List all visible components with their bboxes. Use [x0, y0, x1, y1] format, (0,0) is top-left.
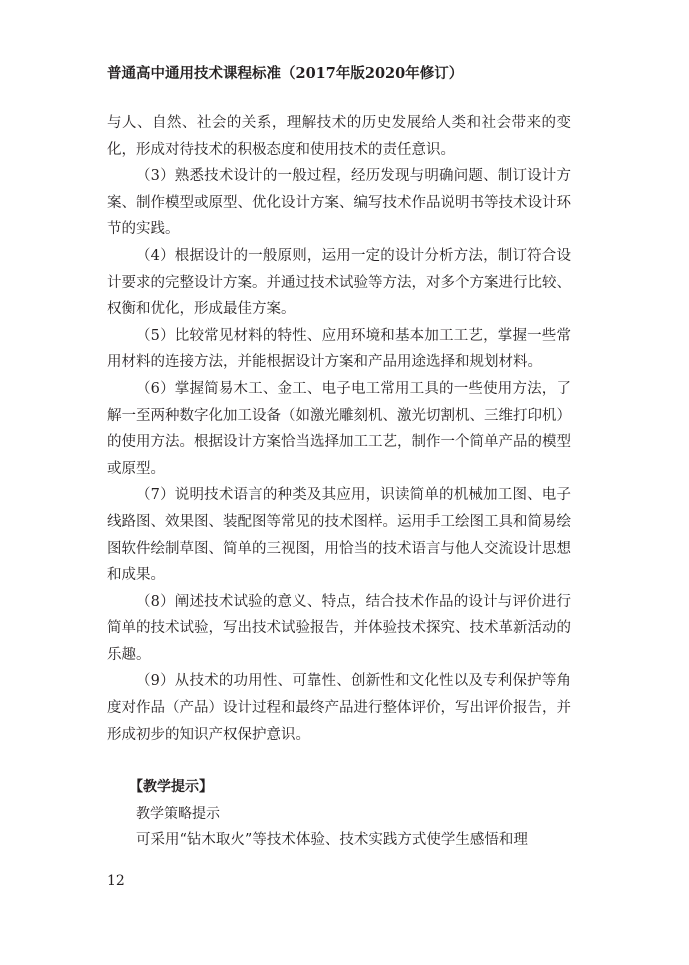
paragraph-item-7: （7）说明技术语言的种类及其应用，识读简单的机械加工图、电子线路图、效果图、装配图等常见的技术图样。运用手工绘图工具和简易绘图软件绘制草图、简单的三视图，用恰当的技术语言与他人交流设计思想和成果。	[107, 487, 571, 584]
paragraph-item-4: （4）根据设计的一般原则，运用一定的设计分析方法，制订符合设计要求的完整设计方案。并通过技术试验等方法，对多个方案进行比较、权衡和优化，形成最佳方案。	[107, 247, 571, 318]
body-text	[107, 110, 571, 854]
paragraph-item-5: （5）比较常见材料的特性、应用环境和基本加工工艺，掌握一些常用材料的连接方法，并能根据设计方案和产品用途选择和规划材料。	[107, 327, 571, 371]
paragraph-item-6: （6）掌握简易木工、金工、电子电工常用工具的一些使用方法，了解一至两种数字化加工设备（如激光雕刻机、激光切割机、三维打印机）的使用方法。根据设计方案恰当选择加工工艺，制作一个简单产品的模型或原型。	[107, 380, 571, 477]
paragraph-item-8: （8）阐述技术试验的意义、特点，结合技术作品的设计与评价进行简单的技术试验，写出技术试验报告，并体验技术探究、技术革新活动的乐趣。	[107, 593, 571, 663]
section-spacer	[107, 748, 571, 774]
paragraph-item-3: （3）熟悉技术设计的一般过程，经历发现与明确问题、制订设计方案、制作模型或原型、优化设计方案、编写技术作品说明书等技术设计环节的实践。	[107, 168, 571, 238]
teaching-hints-heading: 【教学提示】	[129, 779, 213, 796]
page-number: 12	[107, 873, 125, 889]
running-header-title: 普通高中通用技术课程标准（2017年版2020年修订）	[107, 65, 464, 82]
teaching-strategy-subheading: 教学策略提示	[136, 805, 220, 822]
paragraph-item-9: （9）从技术的功用性、可靠性、创新性和文化性以及专利保护等角度对作品（产品）设计过程和最终产品进行整体评价，写出评价报告，并形成初步的知识产权保护意识。	[107, 673, 571, 743]
teaching-hints-text: 可采用“钻木取火”等技术体验、技术实践方式使学生感悟和理	[136, 832, 528, 849]
paragraph-continuation: 与人、自然、社会的关系，理解技术的历史发展给人类和社会带来的变化，形成对待技术的积极态度和使用技术的责任意识。	[107, 115, 571, 158]
